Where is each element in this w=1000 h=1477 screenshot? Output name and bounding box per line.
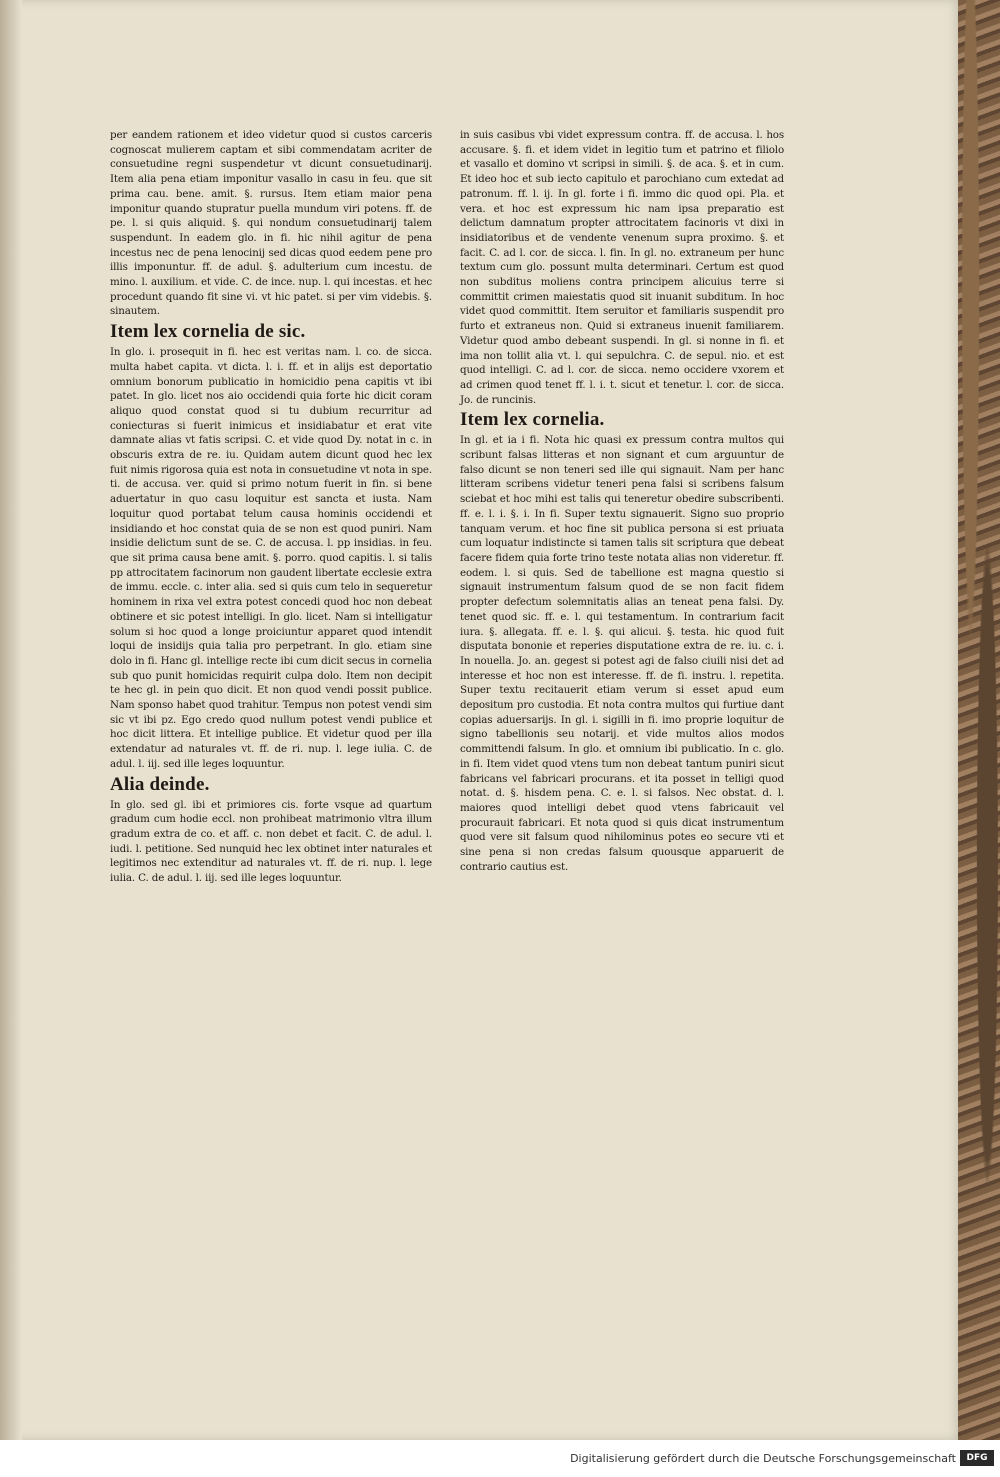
paragraph: Item alia pena etiam imponitur vasallo in casu in feu. que sit prima cau. bene. amit. §. rursus. Item etiam maior pena imponitur quando stupratur puella mundum viri potens. ff. de pe. l. si quis aliquid. §. qui nondum consuetudinarij talem suspendunt. In eadem glo. in fi. hic nihil agitur de pena incestus nec de pena lenocinij sed dicas quod eedem pene pro illis imponuntur. ff. de adul. §. adulterium cum incestu. de mino. l. auxilium. et vide. C. de ince. nup. l. qui incestas. et hec procedunt quando fit sine vi. vt hic patet. si per vim videbis. §. sinautem. [110, 173, 432, 318]
dfg-logo: DFG [960, 1450, 994, 1466]
paragraph: in suis casibus vbi videt expressum contra. ff. de accusa. l. hos accusare. §. fi. et idem videt in legitio tum et patrino et filiolo et vasallo et domino vt scripsi in simili. §. de aca. §. et in cum. Et ideo hoc et sub iecto capitulo et parochiano cum extedat ad patronum. ff. l. ij. In gl. forte i fi. immo dic quod opi. Pla. et vera. et hoc est expressum hic nam ipsa preparatio est delictum damnatum propter attrocitatem facinoris vt dixi in insidiatoribus et de vendente venenum supra proximo. §. et facit. C. ad l. cor. de sicca. l. fin. [460, 129, 784, 259]
left-text-column [110, 128, 432, 886]
digitization-footer [0, 1440, 1000, 1477]
section-heading: Item lex cornelia de sic. [110, 321, 306, 343]
paragraph: In glo. i. prosequit in fi. hec est veritas nam. l. co. de sicca. multa habet capita. vt dicta. l. i. ff. et in alijs est deportatio omnium bonorum publicatio in homicidio pena capitis vt ibi patet. In glo. licet nos aio occidendi quia forte hic dicit coram aliquo quod constat quod si tu dubium recurritur ad coniecturas si fuerit inimicus et insidiabatur et erat vite damnate alias vt fatis scripsi. C. et vide quod Dy. notat in c. in obscuris extra de re. iu. Quidam autem dicunt quod hec lex fuit nimis rigorosa quia est nota in consuetudine vt nota in spe. ti. de accusa. ver. quid si primo notum fuerit in fin. si bene aduertatur in quo casu loquitur est sancta et iusta. Nam loquitur quod portabat telum causa hominis occidendi et insidiando et hoc constat quia de se non est quod puniri. Nam insidie delictum sunt de se. C. de accusa. l. pp insidias. in feu. que sit prima causa bene amit. §. porro. quod capitis. l. si talis pp attrocitatem facinorum non gaudent libertate ecclesie extra de immu. eccle. c. inter alia. sed si quis cum telo in sequeretur hominem in rixa vel extra potest concedi quod hoc non debeat obtinere et sic potest intelligi. In glo. licet. Nam si intelligatur solum si hoc quod a longe proiciuntur apparet quod intendit loqui de insidijs quia talia pro perpetrant. In glo. etiam sine dolo in fi. Hanc gl. intellige recte ibi cum dicit secus in cornelia sub quo punit homicidas requirit culpa dolo. Item non decipit te hec gl. in pein quo dicit. Et non quod vendi possit publice. Nam sponso habet quod trahitur. Tempus non potest vendi sim sic vt ibi pz. Ego credo quod nullum potest vendi publice et hoc dicit littera. Et intellige publice. Et videtur quod per illa extendatur ad naturales vt. ff. de ri. nup. l. lege iulia. C. de adul. l. iij. sed ille leges loquuntur. [110, 346, 432, 770]
section-heading: Item lex cornelia. [460, 409, 605, 431]
paragraph: per eandem rationem et ideo videtur quod si custos carceris cognoscat mulierem captam et sibi commendatam acriter de consuetudine regni suspendetur vt dicunt consuetudinarij. [110, 129, 432, 171]
paragraph: In gl. no. extraneum per hunc textum cum glo. possunt multa determinari. Certum est quod non subditus moliens contra principem alicuius terre si committit crimen maiestatis quod sit inuanit subditum. In hoc videt quod committit. Item seruitor et familiaris suspendit pro furto et extraneus non. Quid si extraneus inuenit familiarem. Videtur quod ambo debeant suspendi. In gl. si nonne in fi. et ima non tollit alia vt. l. qui sepulchra. C. de sepul. nio. et est quod intelligi. C. ad l. cor. de sicca. nemo occidere vxorem et ad crimen quod tenet ff. l. i. t. sicut et tenetur. l. cor. de sicca. Jo. de runcinis. [460, 246, 784, 406]
paragraph: In gl. et ia i fi. Nota hic quasi ex pressum contra multos qui scribunt falsas litteras et non signant et cum arguuntur de falso dicunt se non teneri sed ille qui signauit. Nam per hanc litteram scribens videtur teneri pena falsi si scribens falsum sciebat et hoc mihi est talis qui teneretur obedire subscribenti. ff. e. l. i. §. i. In fi. Super textu signauerit. Signo suo proprio tanquam verum. et hoc fine sit publica persona si est priuata cum loquatur indistincte si tamen talis sit scriptura que debeat facere fidem quia forte trino teste notata alias non videretur. ff. eodem. l. si quis. Sed de tabellione est magna questio si signauit instrumentum falsum quod de se non facit fidem propter defectum solemnitatis alias an teneat pena falsi. Dy. tenet quod sic. ff. e. l. qui testamentum. In contrarium facit iura. §. allegata. ff. e. l. §. qui alicui. §. testa. hic quod fuit disputata bononie et reperies disputatione extra de re. iu. c. i. In nouella. Jo. an. gegest si potest agi de falso ciuili nisi det ad interesse et hoc non est interesse. ff. de fi. instru. l. repetita. Super textu recitauerit etiam verum si esset apud eum depositum pro custodia. Et nota contra multos qui furtiue dant copias aduersarijs. In gl. i. sigilli in fi. imo proprie loquitur de signo tabellionis seu notarij. et vide multos alios modos committendi falsum. In glo. et omnium ibi publicatio. In c. glo. in fi. Item videt quod vtens tum non debeat tantum puniri sicut fabricans vel fabricari procurans. et ita posset in telligi quod notat. d. §. hisdem pena. C. e. l. si falsos. Nec obstat. d. l. maiores quod intelligi debet quod vtens fabricauit vel procurauit fabricari. Et nota quod si quis dicat instrumentum quod vere sit falsum quod nihilominus potes eo secure vti et sine pena si non credas falsum quousque apparuerit de contrario cautius est. [460, 434, 784, 873]
right-text-column [460, 128, 784, 874]
paragraph: In glo. sed gl. ibi et primiores cis. forte vsque ad quartum gradum cum hodie eccl. non prohibeat matrimonio vltra illum gradum extra de co. et aff. c. non debet et facit. C. de adul. l. iudi. l. petitione. Sed nunquid hec lex obtinet inter naturales et legitimos nec extenditur ad naturales vt. ff. de ri. nup. l. lege iulia. C. de adul. l. iij. sed ille leges loquuntur. [110, 798, 432, 885]
section-heading: Alia deinde. [110, 773, 210, 795]
book-cover-edge [958, 0, 1000, 1440]
funding-credit: Digitalisierung gefördert durch die Deutsche Forschungsgemeinschaft [570, 1452, 956, 1465]
